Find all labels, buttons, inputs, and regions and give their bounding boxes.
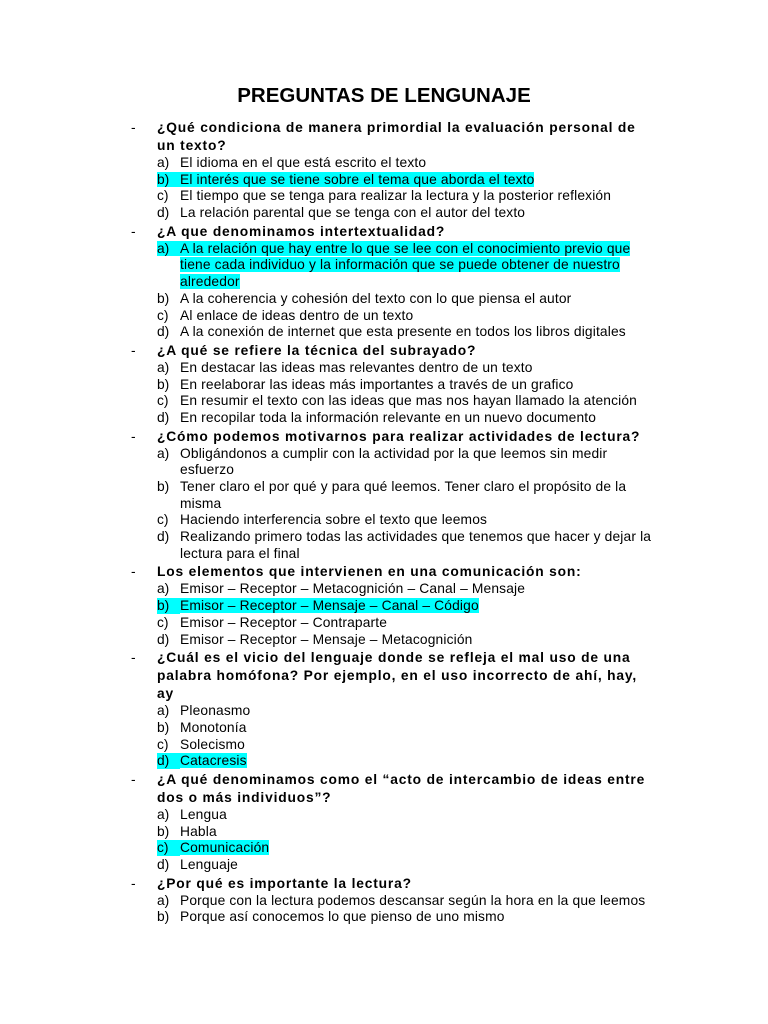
option-item bbox=[157, 737, 660, 754]
question-text: Los elementos que intervienen en una comunicación son: bbox=[157, 564, 582, 580]
option-letter: d) bbox=[157, 324, 170, 340]
option-letter: d) bbox=[157, 857, 170, 872]
option-letter: c) bbox=[157, 840, 180, 855]
option-letter: b) bbox=[157, 376, 170, 392]
option-text: En reelaborar las ideas más importantes a través de un grafico bbox=[180, 376, 574, 392]
option-text: Porque así conocemos lo que pienso de uno mismo bbox=[180, 909, 505, 925]
option-text: Obligándonos a cumplir con la actividad por la que leemos sin medir esfuerzo bbox=[180, 445, 608, 478]
option-item bbox=[157, 720, 660, 737]
option-text: Catacresis bbox=[180, 753, 247, 769]
option-letter: a) bbox=[157, 155, 170, 170]
option-letter: a) bbox=[157, 359, 170, 375]
option-text: El interés que se tiene sobre el tema que aborda el texto bbox=[180, 171, 535, 187]
option-text: El idioma en el que está escrito el texto bbox=[180, 155, 427, 170]
option-text: A la conexión de internet que esta presente en todos los libros digitales bbox=[180, 324, 626, 340]
option-item bbox=[157, 893, 660, 910]
option-item bbox=[157, 155, 660, 172]
question-item bbox=[131, 771, 660, 874]
question-bullet: - bbox=[131, 342, 136, 358]
option-item bbox=[157, 857, 660, 874]
page-title: PREGUNTAS DE LENGUNAJE bbox=[237, 84, 531, 107]
option-letter: c) bbox=[157, 736, 169, 752]
option-item bbox=[157, 703, 660, 720]
option-text: A la coherencia y cohesión del texto con lo que piensa el autor bbox=[180, 290, 572, 306]
option-item bbox=[157, 479, 660, 512]
option-item bbox=[157, 377, 660, 394]
question-text: ¿Cómo podemos motivarnos para realizar actividades de lectura? bbox=[157, 428, 641, 444]
option-item bbox=[157, 632, 660, 649]
option-letter: a) bbox=[157, 445, 170, 461]
option-letter: d) bbox=[157, 631, 170, 647]
question-bullet: - bbox=[131, 771, 136, 787]
option-letter: a) bbox=[157, 241, 180, 256]
option-letter: b) bbox=[157, 719, 170, 735]
option-text: En destacar las ideas mas relevantes dentro de un texto bbox=[180, 359, 533, 375]
option-text: Emisor – Receptor – Contraparte bbox=[180, 614, 388, 630]
option-item-highlighted bbox=[157, 172, 660, 189]
question-item bbox=[131, 223, 660, 341]
option-letter: b) bbox=[157, 909, 170, 925]
option-item bbox=[157, 324, 660, 341]
option-letter: b) bbox=[157, 172, 180, 187]
question-item bbox=[131, 342, 660, 427]
option-letter: c) bbox=[157, 512, 169, 528]
option-letter: d) bbox=[157, 529, 170, 545]
option-letter: a) bbox=[157, 806, 170, 822]
option-item bbox=[157, 446, 660, 479]
option-text: Pleonasmo bbox=[180, 703, 251, 719]
option-letter: a) bbox=[157, 703, 170, 719]
option-text: Monotonía bbox=[180, 719, 247, 735]
option-text: La relación parental que se tenga con el autor del texto bbox=[180, 205, 526, 221]
option-item bbox=[157, 909, 660, 926]
question-item bbox=[131, 563, 660, 648]
option-text: A la relación que hay entre lo que se lee con el conocimiento previo que tiene cada individuo y la información que se puede obtener de nuestro alrededor bbox=[180, 240, 631, 290]
question-item bbox=[131, 428, 660, 563]
option-item bbox=[157, 807, 660, 824]
option-text: Realizando primero todas las actividades que tenemos que hacer y dejar la lectura para el final bbox=[180, 529, 652, 561]
option-text: Lengua bbox=[180, 806, 227, 822]
option-text: En resumir el texto con las ideas que mas nos hayan llamado la atención bbox=[180, 393, 638, 409]
option-letter: a) bbox=[157, 581, 170, 597]
option-item bbox=[157, 512, 660, 529]
option-text: Haciendo interferencia sobre el texto que leemos bbox=[180, 512, 488, 528]
question-bullet: - bbox=[131, 875, 136, 891]
question-text: ¿A que denominamos intertextualidad? bbox=[157, 223, 446, 239]
option-item-highlighted bbox=[157, 598, 660, 615]
option-item bbox=[157, 529, 660, 562]
option-item-highlighted bbox=[157, 241, 660, 291]
option-text: El tiempo que se tenga para realizar la lectura y la posterior reflexión bbox=[180, 188, 612, 204]
option-letter: b) bbox=[157, 823, 170, 839]
option-letter: c) bbox=[157, 307, 169, 323]
option-letter: a) bbox=[157, 892, 170, 908]
option-text: Emisor – Receptor – Mensaje – Canal – Código bbox=[180, 598, 479, 614]
question-bullet: - bbox=[131, 428, 136, 444]
option-text: Porque con la lectura podemos descansar según la hora en la que leemos bbox=[180, 892, 646, 908]
option-text: Emisor – Receptor – Metacognición – Canal – Mensaje bbox=[180, 581, 526, 597]
option-item bbox=[157, 581, 660, 598]
question-bullet: - bbox=[131, 120, 136, 135]
question-text: ¿Por qué es importante la lectura? bbox=[157, 875, 412, 891]
option-letter: b) bbox=[157, 290, 170, 306]
option-item bbox=[157, 410, 660, 427]
question-item bbox=[131, 875, 660, 926]
option-item-highlighted bbox=[157, 840, 660, 857]
option-text: Solecismo bbox=[180, 736, 245, 752]
option-item bbox=[157, 291, 660, 308]
option-item bbox=[157, 188, 660, 205]
option-item bbox=[157, 205, 660, 222]
question-item bbox=[131, 119, 660, 222]
question-item bbox=[131, 649, 660, 770]
option-text: Tener claro el por qué y para qué leemos. Tener claro el propósito de la misma bbox=[180, 479, 627, 511]
question-text: ¿Cuál es el vicio del lenguaje donde se refleja el mal uso de una palabra homófona? Por ejemplo, en el uso incorrecto de ahí, hay, ay bbox=[157, 650, 638, 702]
option-text: Al enlace de ideas dentro de un texto bbox=[180, 307, 414, 323]
question-text: ¿A qué se refiere la técnica del subrayado? bbox=[157, 342, 477, 358]
option-letter: c) bbox=[157, 188, 169, 204]
option-item-highlighted bbox=[157, 753, 660, 770]
option-item bbox=[157, 615, 660, 632]
option-item bbox=[157, 393, 660, 410]
question-text: ¿A qué denominamos como el “acto de intercambio de ideas entre dos o más individuos”? bbox=[157, 771, 646, 805]
option-text: Emisor – Receptor – Mensaje – Metacognición bbox=[180, 631, 473, 647]
option-text: Habla bbox=[180, 823, 217, 839]
question-list bbox=[131, 119, 660, 926]
option-letter: d) bbox=[157, 409, 170, 425]
option-text: Comunicación bbox=[180, 840, 270, 856]
option-item bbox=[157, 824, 660, 841]
question-bullet: - bbox=[131, 650, 136, 666]
option-item bbox=[157, 308, 660, 325]
question-bullet: - bbox=[131, 564, 136, 580]
option-text: Lenguaje bbox=[180, 857, 238, 872]
option-letter: d) bbox=[157, 753, 180, 768]
option-text: En recopilar toda la información relevante en un nuevo documento bbox=[180, 409, 597, 425]
option-letter: c) bbox=[157, 614, 169, 630]
option-letter: b) bbox=[157, 598, 180, 613]
option-item bbox=[157, 360, 660, 377]
option-letter: c) bbox=[157, 393, 169, 409]
question-bullet: - bbox=[131, 223, 136, 239]
option-letter: b) bbox=[157, 479, 170, 494]
question-text: ¿Qué condiciona de manera primordial la evaluación personal de un texto? bbox=[157, 120, 636, 153]
option-letter: d) bbox=[157, 205, 170, 221]
